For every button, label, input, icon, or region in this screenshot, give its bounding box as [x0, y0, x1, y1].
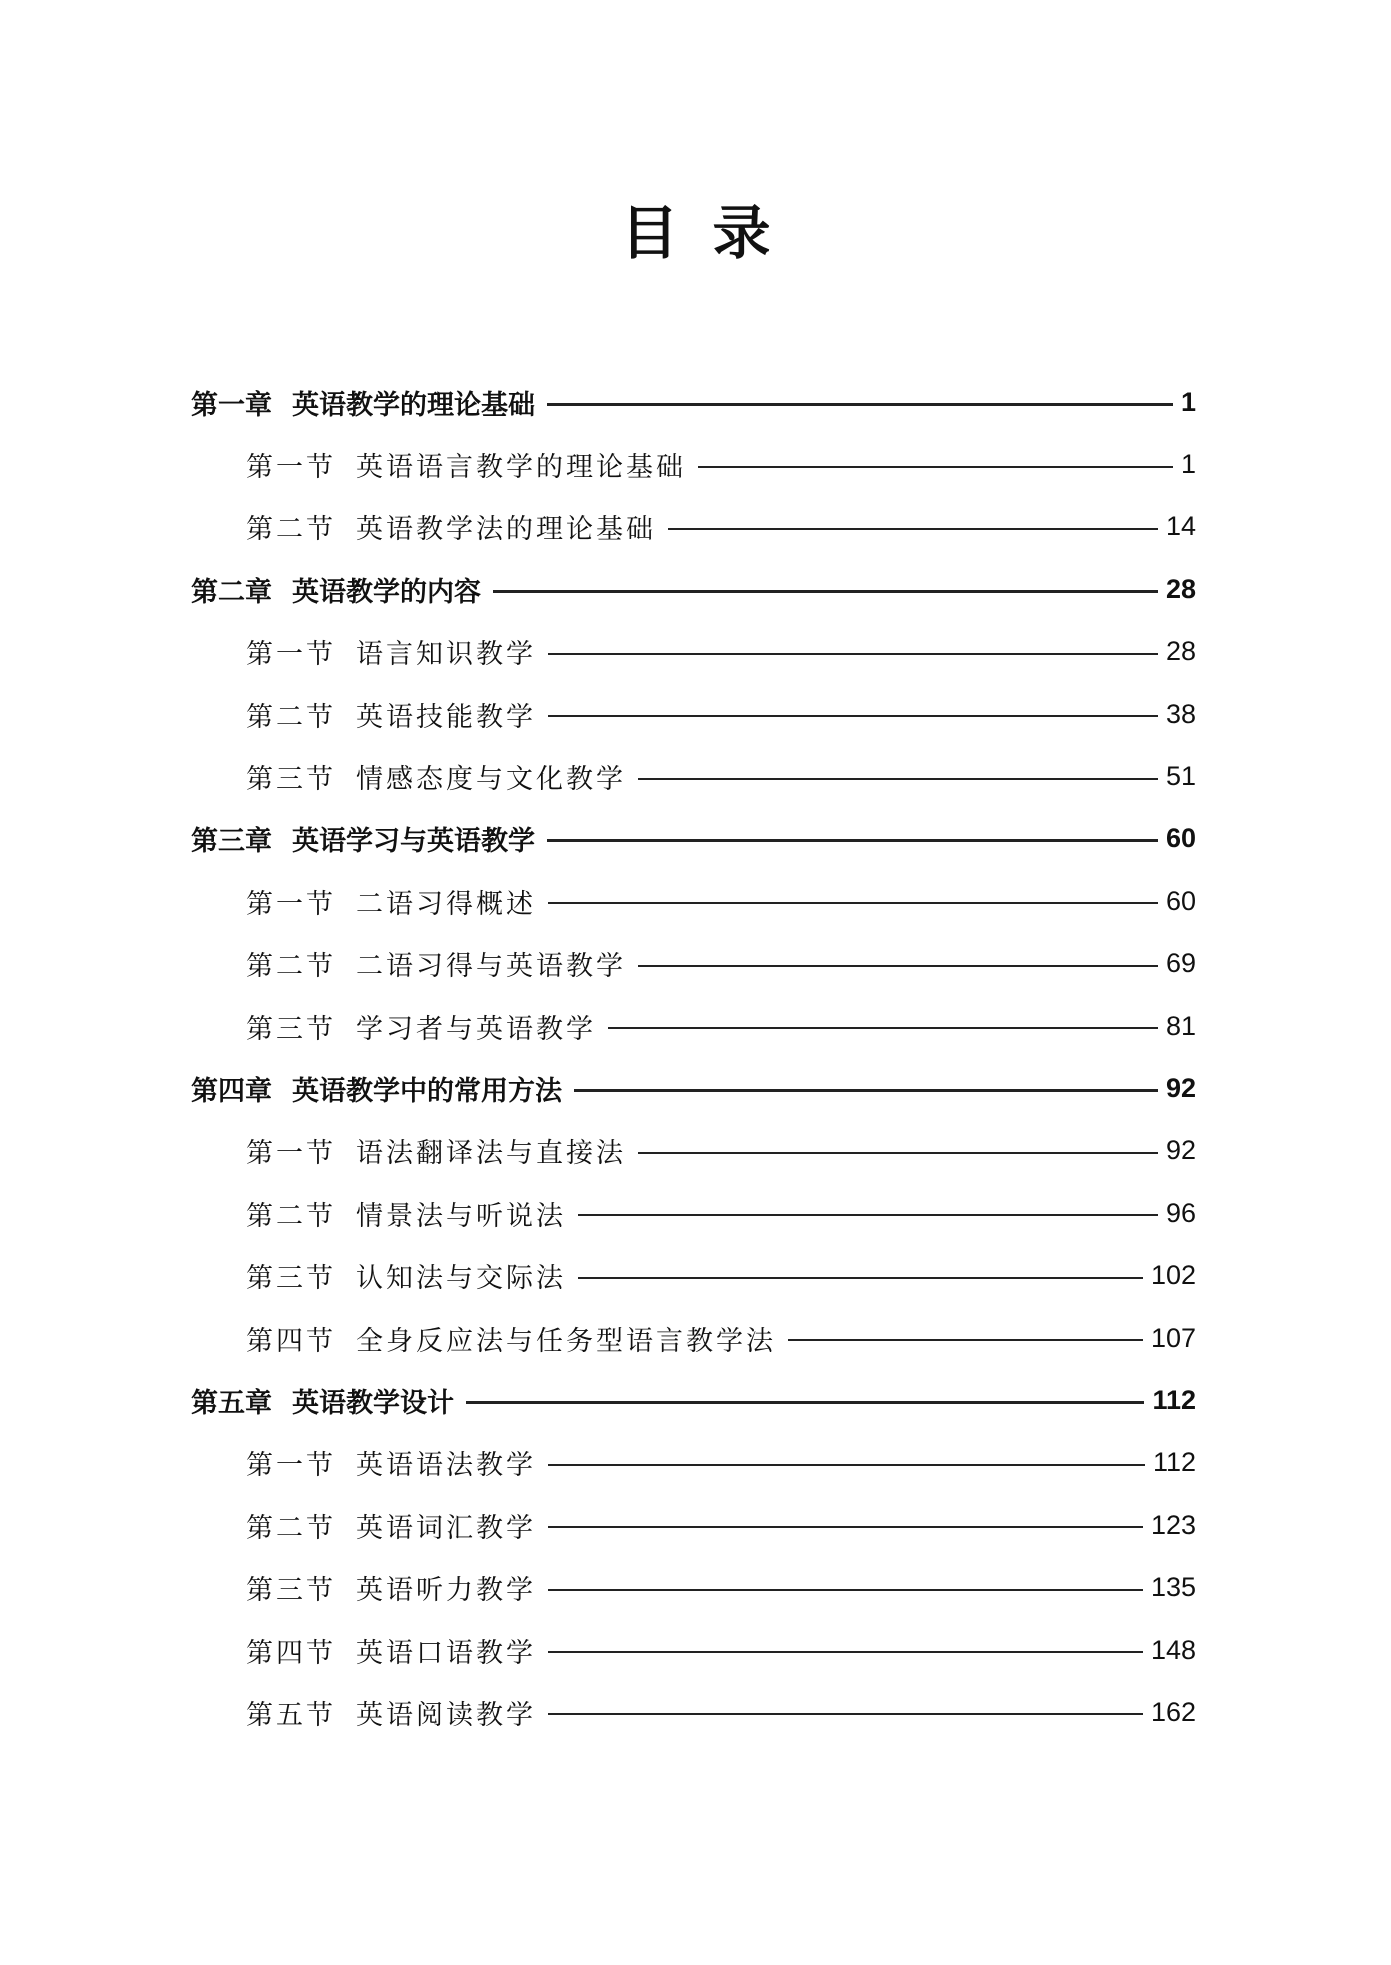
toc-heading: 英语语法教学 — [356, 1450, 536, 1482]
toc-page-number: 51 — [1165, 761, 1196, 792]
table-of-contents — [0, 371, 1391, 1744]
toc-number: 第四章 — [191, 1075, 272, 1107]
toc-section-1-1[interactable] — [0, 433, 1391, 495]
toc-page-number: 107 — [1150, 1322, 1196, 1353]
toc-heading: 英语教学法的理论基础 — [356, 514, 656, 546]
toc-section-4-4[interactable] — [0, 1307, 1391, 1369]
toc-heading: 英语口语教学 — [356, 1637, 536, 1669]
toc-page-number: 92 — [1165, 1135, 1196, 1166]
toc-leader-line — [548, 1651, 1143, 1653]
toc-leader-line — [788, 1339, 1143, 1341]
toc-heading: 语言知识教学 — [356, 639, 536, 671]
toc-leader-line — [548, 1464, 1145, 1466]
toc-heading: 语法翻译法与直接法 — [356, 1138, 626, 1170]
toc-page-number: 14 — [1165, 511, 1196, 542]
toc-page-number: 28 — [1165, 573, 1196, 604]
toc-leader-line — [638, 1152, 1158, 1154]
toc-heading: 二语习得概述 — [356, 888, 536, 920]
toc-number: 第三节 — [246, 1263, 336, 1295]
toc-heading: 英语阅读教学 — [356, 1699, 536, 1731]
toc-number: 第一节 — [246, 452, 336, 484]
toc-page-number: 135 — [1150, 1572, 1196, 1603]
toc-number: 第一节 — [246, 888, 336, 920]
toc-heading: 情景法与听说法 — [356, 1200, 566, 1232]
toc-heading: 英语技能教学 — [356, 701, 536, 733]
toc-number: 第一节 — [246, 639, 336, 671]
toc-heading: 英语词汇教学 — [356, 1512, 536, 1544]
toc-page-number: 112 — [1152, 1447, 1196, 1478]
toc-page-number: 81 — [1165, 1010, 1196, 1041]
toc-section-2-3[interactable] — [0, 745, 1391, 807]
toc-section-4-1[interactable] — [0, 1120, 1391, 1182]
toc-number: 第一节 — [246, 1138, 336, 1170]
toc-page-number: 148 — [1150, 1634, 1196, 1665]
page-title: 目录 — [620, 199, 805, 267]
toc-number: 第四节 — [246, 1637, 336, 1669]
toc-section-1-2[interactable] — [0, 496, 1391, 558]
toc-page-number: 123 — [1150, 1509, 1196, 1540]
toc-leader-line — [668, 528, 1158, 530]
toc-page-number: 60 — [1165, 823, 1196, 854]
toc-number: 第二节 — [246, 701, 336, 733]
toc-page-number: 96 — [1165, 1197, 1196, 1228]
toc-leader-line — [548, 902, 1158, 904]
toc-number: 第二节 — [246, 1512, 336, 1544]
toc-section-3-2[interactable] — [0, 933, 1391, 995]
toc-page-number: 1 — [1180, 449, 1196, 480]
toc-leader-line — [548, 715, 1158, 717]
toc-number: 第三章 — [191, 826, 272, 858]
toc-heading: 英语听力教学 — [356, 1575, 536, 1607]
toc-heading: 认知法与交际法 — [356, 1263, 566, 1295]
toc-leader-line — [548, 653, 1158, 655]
toc-heading: 英语教学中的常用方法 — [292, 1075, 562, 1107]
toc-page-number: 1 — [1180, 386, 1196, 417]
toc-page-number: 28 — [1165, 636, 1196, 667]
toc-page-number: 102 — [1150, 1260, 1196, 1291]
toc-page-number: 92 — [1165, 1072, 1196, 1103]
toc-leader-line — [548, 1526, 1143, 1528]
toc-section-4-3[interactable] — [0, 1244, 1391, 1306]
toc-leader-line — [574, 1089, 1158, 1092]
toc-section-2-2[interactable] — [0, 683, 1391, 745]
toc-number: 第二节 — [246, 1200, 336, 1232]
toc-leader-line — [698, 466, 1173, 468]
toc-page-number: 69 — [1165, 948, 1196, 979]
toc-leader-line — [638, 965, 1158, 967]
toc-chapter-4[interactable] — [0, 1057, 1391, 1119]
toc-leader-line — [547, 839, 1158, 842]
toc-section-2-1[interactable] — [0, 621, 1391, 683]
toc-heading: 全身反应法与任务型语言教学法 — [356, 1325, 776, 1357]
toc-section-4-2[interactable] — [0, 1182, 1391, 1244]
toc-heading: 英语教学的内容 — [292, 576, 481, 608]
toc-page-number: 162 — [1150, 1696, 1196, 1727]
toc-leader-line — [578, 1214, 1158, 1216]
toc-heading: 学习者与英语教学 — [356, 1013, 596, 1045]
toc-number: 第一章 — [191, 389, 272, 421]
toc-chapter-2[interactable] — [0, 558, 1391, 620]
toc-section-5-5[interactable] — [0, 1681, 1391, 1743]
toc-number: 第三节 — [246, 1013, 336, 1045]
toc-number: 第三节 — [246, 1575, 336, 1607]
toc-section-5-2[interactable] — [0, 1494, 1391, 1556]
toc-section-5-4[interactable] — [0, 1619, 1391, 1681]
toc-number: 第二节 — [246, 951, 336, 983]
toc-number: 第一节 — [246, 1450, 336, 1482]
toc-leader-line — [548, 1589, 1143, 1591]
toc-leader-line — [466, 1401, 1144, 1404]
toc-page-number: 38 — [1165, 698, 1196, 729]
toc-leader-line — [578, 1277, 1143, 1279]
toc-heading: 情感态度与文化教学 — [356, 764, 626, 796]
toc-number: 第二节 — [246, 514, 336, 546]
toc-chapter-3[interactable] — [0, 808, 1391, 870]
toc-heading: 二语习得与英语教学 — [356, 951, 626, 983]
toc-heading: 英语教学的理论基础 — [292, 389, 535, 421]
toc-number: 第三节 — [246, 764, 336, 796]
toc-section-5-3[interactable] — [0, 1556, 1391, 1618]
toc-section-3-1[interactable] — [0, 870, 1391, 932]
toc-leader-line — [547, 403, 1173, 406]
toc-chapter-5[interactable] — [0, 1369, 1391, 1431]
toc-leader-line — [608, 1027, 1158, 1029]
toc-number: 第五章 — [191, 1387, 272, 1419]
toc-leader-line — [493, 590, 1158, 593]
toc-number: 第四节 — [246, 1325, 336, 1357]
toc-number: 第二章 — [191, 576, 272, 608]
toc-page-number: 60 — [1165, 885, 1196, 916]
toc-heading: 英语学习与英语教学 — [292, 826, 535, 858]
toc-page-number: 112 — [1152, 1384, 1196, 1415]
toc-section-3-3[interactable] — [0, 995, 1391, 1057]
toc-leader-line — [548, 1713, 1143, 1715]
toc-number: 第五节 — [246, 1699, 336, 1731]
toc-section-5-1[interactable] — [0, 1432, 1391, 1494]
toc-heading: 英语教学设计 — [292, 1387, 454, 1419]
toc-chapter-1[interactable] — [0, 371, 1391, 433]
toc-leader-line — [638, 778, 1158, 780]
toc-heading: 英语语言教学的理论基础 — [356, 452, 686, 484]
